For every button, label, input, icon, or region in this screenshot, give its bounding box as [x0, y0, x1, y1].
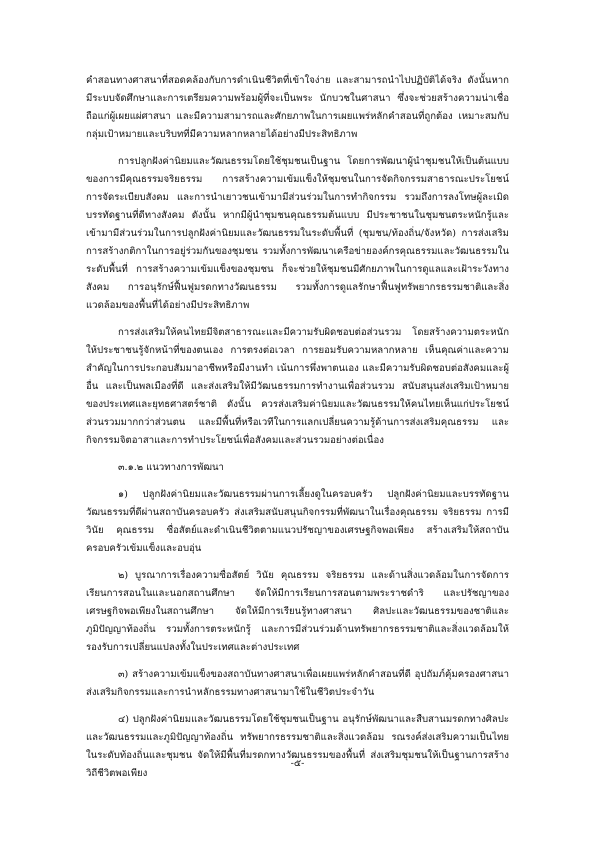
document-body: [86, 72, 509, 783]
paragraph-spacer: [86, 702, 509, 711]
page-number: -๕-: [290, 758, 305, 769]
paragraph-spacer: [86, 657, 509, 666]
paragraph-spacer: [86, 450, 509, 459]
section-heading: ๓.๑.๒ แนวทางการพัฒนา: [118, 462, 224, 473]
paragraph-spacer: [86, 315, 509, 324]
list-item: ๓) สร้างความเข้มแข็งของสถาบันทางศาสนาเพื่อเผยแพร่หลักคำสอนที่ดี อุปถัมภ์คุ้มครองศาสนา ส่งเสริมกิจกรรมและการนำหลักธรรมทางศาสนามาใช้ในชีวิตประจำวัน: [86, 669, 509, 698]
public-mind-paragraph: การส่งเสริมให้คนไทยมีจิตสาธารณะและมีความรับผิดชอบต่อส่วนรวม โดยสร้างความตระหนักให้ประชาชนรู้จักหน้าที่ของตนเอง การตรงต่อเวลา การยอมรับความหลากหลาย เห็นคุณค่าและความสำคัญในการประกอบสัมมาอาชีพหรือมีงานทำ เน้นการพึ่งพาตนเอง และมีความรับผิดชอบต่อสังคมและผู้อื่น และเป็นพลเมืองที่ดี และส่งเสริมให้มีวัฒนธรรมการทำงานเพื่อส่วนรวม สนับสนุนส่งเสริมเป้าหมายของประเทศและยุทธศาสตร์ชาติ ดังนั้น ควรส่งเสริมค่านิยมและวัฒนธรรมให้คนไทยเห็นแก่ประโยชน์ส่วนรวมมากกว่าส่วนตน และมีพื้นที่หรือเวทีในการแลกเปลี่ยนความรู้ด้านการส่งเสริมคุณธรรม และกิจกรรมจิตอาสาและการทำประโยชน์เพื่อสังคมและส่วนรวมอย่างต่อเนื่อง: [86, 327, 509, 446]
paragraph-spacer: [86, 558, 509, 567]
list-item: ๔) ปลูกฝังค่านิยมและวัฒนธรรมโดยใช้ชุมชนเป็นฐาน อนุรักษ์พัฒนาและสืบสานมรดกทางศิลปะและวัฒนธรรมและภูมิปัญญาท้องถิ่น ทรัพยากรธรรมชาติและสิ่งแวดล้อม รณรงค์ส่งเสริมความเป็นไทยในระดับท้องถิ่นและชุมชน จัดให้มีพื้นที่มรดกทางวัฒนธรรมของพื้นที่ ส่งเสริมชุมชนให้เป็นฐานการสร้างวิถีชีวิตพอเพียง: [86, 714, 509, 779]
intro-paragraph: คำสอนทางศาสนาที่สอดคล้องกับการดำเนินชีวิตที่เข้าใจง่าย และสามารถนำไปปฏิบัติได้จริง ดังนั้นหากมีระบบจัดศึกษาและการเตรียมความพร้อมผู้ที่จะเป็นพระ นักบวชในศาสนา ซึ่งจะช่วยสร้างความน่าเชื่อถือแก่ผู้เผยแผ่ศาสนา และมีความสามารถและศักยภาพในการเผยแพร่หลักคำสอนที่ถูกต้อง เหมาะสมกับกลุ่มเป้าหมายและบริบทที่มีความหลากหลายได้อย่างมีประสิทธิภาพ: [86, 75, 509, 140]
community-values-paragraph: การปลูกฝังค่านิยมและวัฒนธรรมโดยใช้ชุมชนเป็นฐาน โดยการพัฒนาผู้นำชุมชนให้เป็นต้นแบบของการมีคุณธรรมจริยธรรม การสร้างความเข้มแข็งให้ชุมชนในการจัดกิจกรรมสาธารณะประโยชน์ การจัดระเบียบสังคม และการนำเยาวชนเข้ามามีส่วนร่วมในการทำกิจกรรม รวมถึงการลงโทษผู้ละเมิดบรรทัดฐานที่ดีทางสังคม ดังนั้น หากมีผู้นำชุมชนคุณธรรมต้นแบบ มีประชาชนในชุมชนตระหนักรู้และเข้ามามีส่วนร่วมในการปลูกฝังค่านิยมและวัฒนธรรมในระดับพื้นที่ (ชุมชน/ท้องถิ่น/จังหวัด) การส่งเสริมการสร้างกติกาในการอยู่ร่วมกันของชุมชน รวมทั้งการพัฒนาเครือข่ายองค์กรคุณธรรมและวัฒนธรรมในระดับพื้นที่ การสร้างความเข้มแข็งของชุมชน ก็จะช่วยให้ชุมชนมีศักยภาพในการดูแลและเฝ้าระวังทางสังคม การอนุรักษ์ฟื้นฟูมรดกทางวัฒนธรรม รวมทั้งการดูแลรักษาฟื้นฟูทรัพยากรธรรมชาติและสิ่งแวดล้อมของพื้นที่ได้อย่างมีประสิทธิภาพ: [86, 156, 509, 311]
paragraph-spacer: [86, 144, 509, 153]
list-item: ๑) ปลูกฝังค่านิยมและวัฒนธรรมผ่านการเลี้ยงดูในครอบครัว ปลูกฝังค่านิยมและบรรทัดฐานวัฒนธรรมที่ดีผ่านสถาบันครอบครัว ส่งเสริมสนับสนุนกิจกรรมที่พัฒนาในเรื่องคุณธรรม จริยธรรม การมีวินัย คุณธรรม ซื่อสัตย์และดำเนินชีวิตตามแนวปรัชญาของเศรษฐกิจพอเพียง สร้างเสริมให้สถาบันครอบครัวเข้มแข็งและอบอุ่น: [86, 489, 509, 554]
list-item: ๒) บูรณาการเรื่องความซื่อสัตย์ วินัย คุณธรรม จริยธรรม และด้านสิ่งแวดล้อมในการจัดการเรียนการสอนในและนอกสถานศึกษา จัดให้มีการเรียนการสอนตามพระราชดำริ และปรัชญาของเศรษฐกิจพอเพียงในสถานศึกษา จัดให้มีการเรียนรู้ทางศาสนา ศิลปะและวัฒนธรรมของชาติและภูมิปัญญาท้องถิ่น รวมทั้งการตระหนักรู้ และการมีส่วนร่วมด้านทรัพยากรธรรมชาติและสิ่งแวดล้อมให้รองรับการเปลี่ยนแปลงทั้งในประเทศและต่างประเทศ: [86, 570, 509, 653]
paragraph-spacer: [86, 477, 509, 486]
